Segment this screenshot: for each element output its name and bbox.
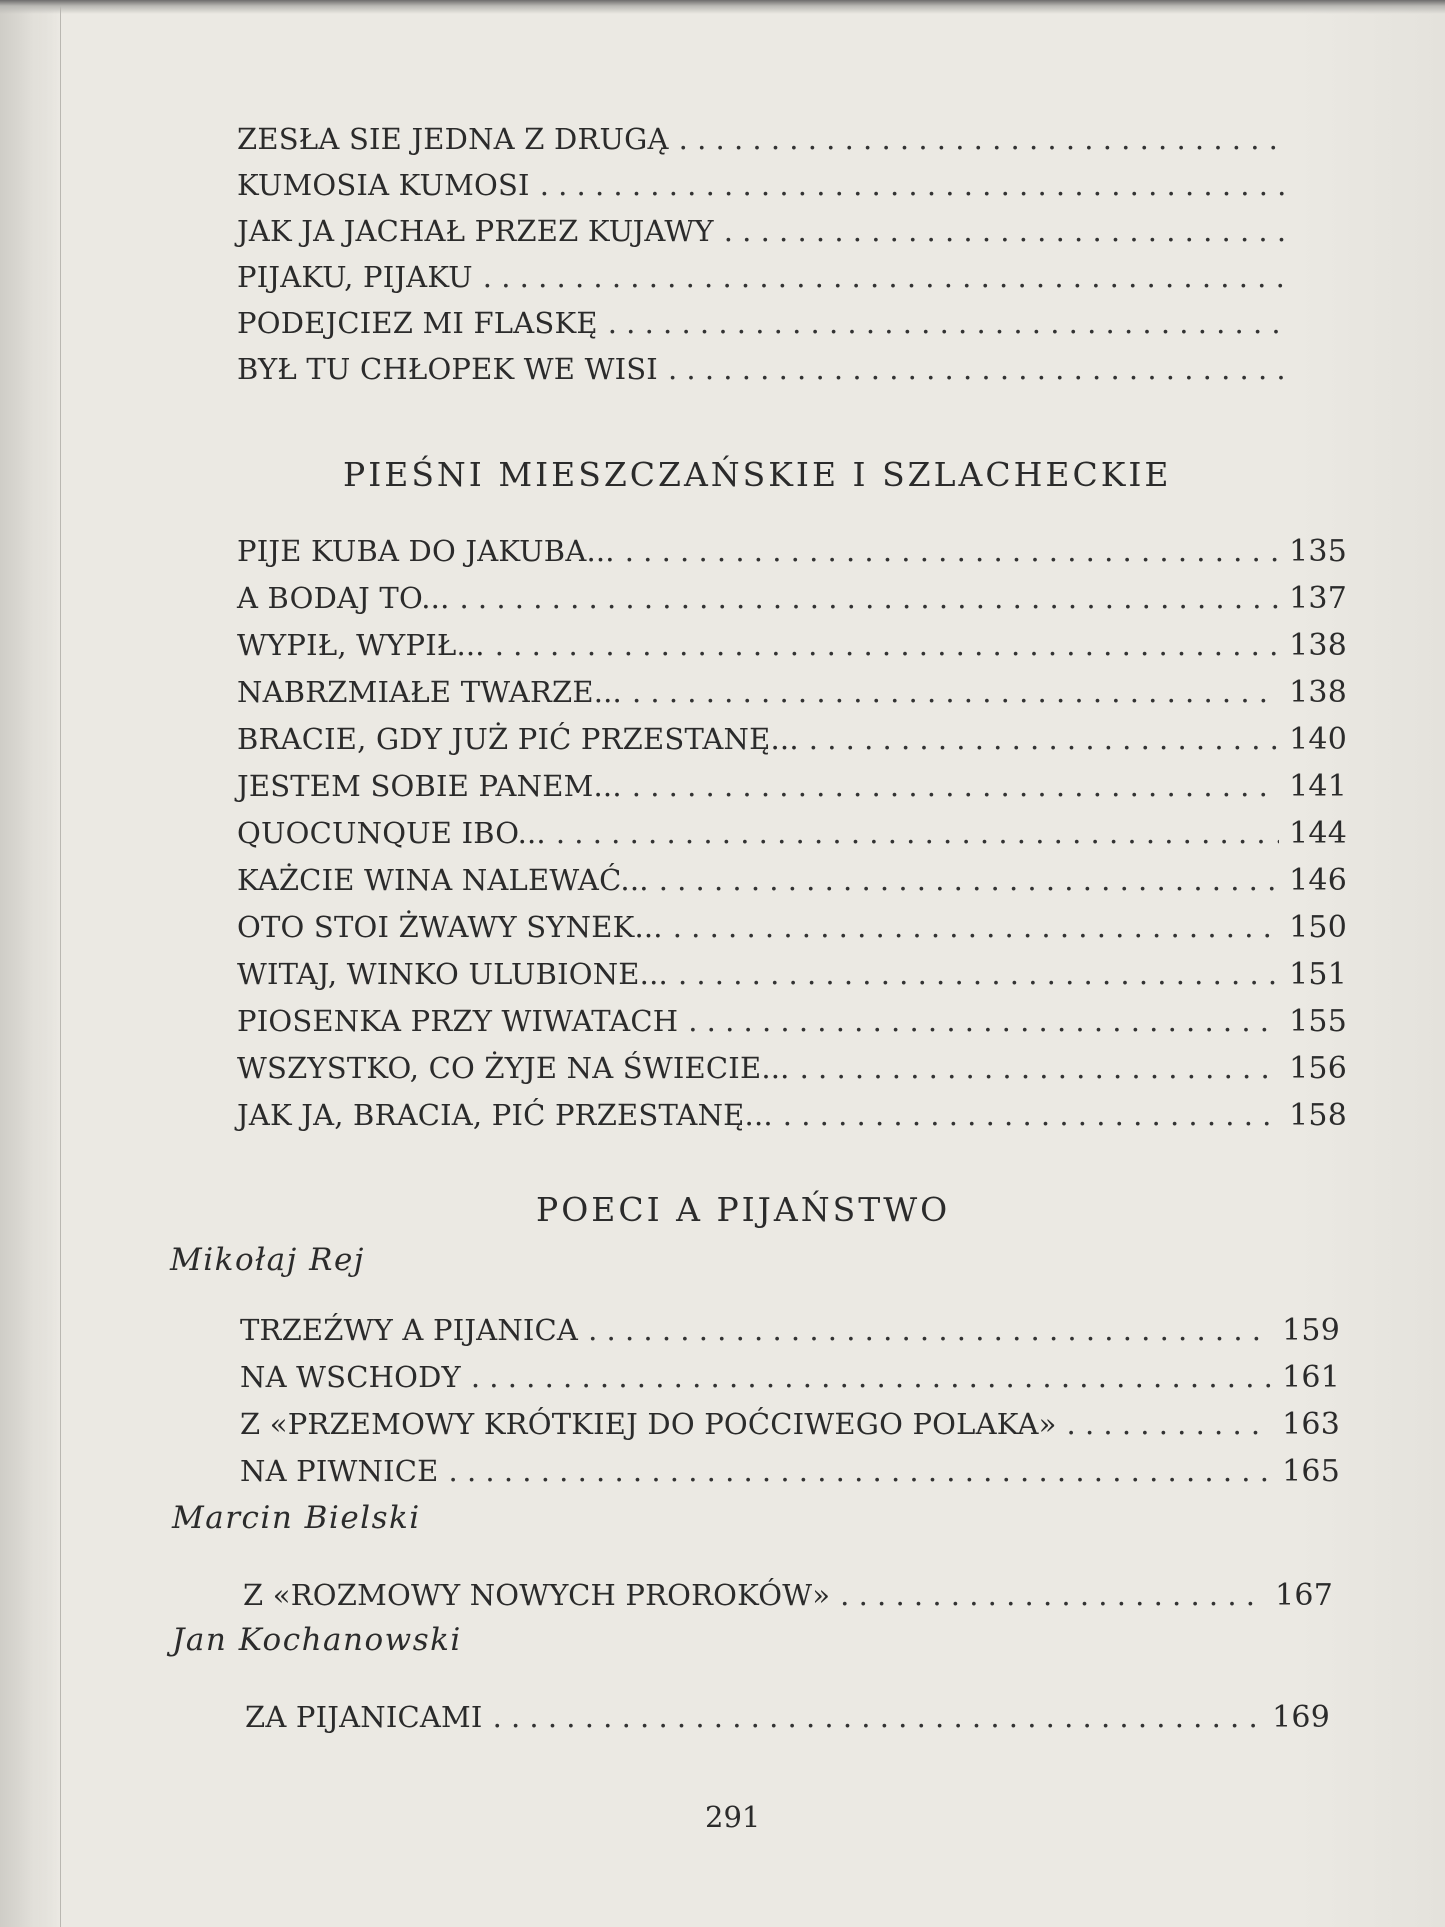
toc-entry: [237, 581, 1347, 616]
toc-entry: [237, 675, 1347, 710]
author-name: Jan Kochanowski: [172, 1622, 462, 1658]
toc-entry: [237, 260, 1297, 294]
section-heading: PIEŚNI MIESZCZAŃSKIE I SZLACHECKIE: [343, 455, 1172, 494]
toc-leader-dots: [800, 1051, 1280, 1085]
toc-leader-dots: [495, 628, 1279, 662]
toc-leader-dots: [724, 214, 1287, 248]
toc-entry-page: 167: [1275, 1578, 1333, 1613]
toc-entry-page: 163: [1282, 1407, 1340, 1442]
toc-entry: [237, 306, 1297, 340]
toc-leader-dots: [659, 863, 1279, 897]
toc-leader-dots: [540, 168, 1287, 202]
toc-leader-dots: [678, 957, 1279, 991]
toc-entry-title: NA WSCHODY: [240, 1360, 461, 1394]
author-name: Marcin Bielski: [172, 1500, 421, 1536]
toc-entry: [243, 1578, 1333, 1613]
toc-entry-title: ZA PIJANICAMI: [245, 1700, 483, 1734]
toc-entry-page: 156: [1289, 1051, 1347, 1086]
toc-entry: [240, 1360, 1340, 1395]
toc-leader-dots: [679, 122, 1287, 156]
toc-entry-page: 151: [1289, 957, 1347, 992]
toc-leader-dots: [632, 675, 1279, 709]
toc-entry-title: PIJE KUBA DO JAKUBA...: [237, 534, 615, 568]
toc-entry-page: 150: [1289, 910, 1347, 945]
toc-entry-title: WITAJ, WINKO ULUBIONE...: [237, 957, 668, 991]
toc-leader-dots: [449, 1454, 1273, 1488]
toc-entry-page: 138: [1289, 628, 1347, 663]
toc-entry-title: Z «ROZMOWY NOWYCH PROROKÓW»: [243, 1578, 831, 1612]
toc-entry: [237, 910, 1347, 945]
toc-entry: [237, 628, 1347, 663]
toc-leader-dots: [673, 910, 1279, 944]
toc-leader-dots: [471, 1360, 1272, 1394]
toc-entry: [237, 957, 1347, 992]
toc-entry-page: 165: [1282, 1454, 1340, 1489]
toc-entry: [237, 1004, 1347, 1039]
toc-entry-title: NA PIWNICE: [240, 1454, 439, 1488]
toc-leader-dots: [1067, 1407, 1273, 1441]
toc-leader-dots: [483, 260, 1287, 294]
toc-entry-page: 159: [1282, 1313, 1340, 1348]
toc-leader-dots: [840, 1578, 1265, 1612]
toc-entry: [237, 214, 1297, 248]
toc-entry-page: 155: [1289, 1004, 1347, 1039]
toc-leader-dots: [556, 816, 1279, 850]
toc-entry-title: QUOCUNQUE IBO...: [237, 816, 546, 850]
toc-entry-title: BRACIE, GDY JUŻ PIĆ PRZESTANĘ...: [237, 722, 799, 756]
toc-entry-title: WSZYSTKO, CO ŻYJE NA ŚWIECIE...: [237, 1051, 790, 1085]
toc-entry-title: KAŻCIE WINA NALEWAĆ...: [237, 863, 649, 897]
toc-entry-page: 141: [1289, 769, 1347, 804]
toc-entry-title: JAK JA JACHAŁ PRZEZ KUJAWY: [237, 214, 714, 248]
page-gutter: [0, 0, 61, 1927]
toc-entry: [240, 1454, 1340, 1489]
toc-entry-title: A BODAJ TO...: [237, 581, 450, 615]
toc-entry-title: WYPIŁ, WYPIŁ...: [237, 628, 485, 662]
toc-entry: [237, 769, 1347, 804]
toc-entry: [237, 352, 1297, 386]
toc-leader-dots: [688, 1004, 1279, 1038]
toc-entry-title: TRZEŹWY A PIJANICA: [240, 1313, 579, 1347]
toc-entry: [237, 816, 1347, 851]
toc-entry-title: PODEJCIEZ MI FLASKĘ: [237, 306, 598, 340]
toc-entry-title: PIOSENKA PRZY WIWATACH: [237, 1004, 679, 1038]
toc-entry-page: 161: [1282, 1360, 1340, 1395]
toc-entry-title: Z «PRZEMOWY KRÓTKIEJ DO POĆCIWEGO POLAKA»: [240, 1407, 1057, 1441]
toc-entry-page: 138: [1289, 675, 1347, 710]
page-number: 291: [705, 1800, 761, 1834]
toc-leader-dots: [493, 1700, 1263, 1734]
toc-entry-title: KUMOSIA KUMOSI: [237, 168, 530, 202]
toc-entry-page: 146: [1289, 863, 1347, 898]
toc-leader-dots: [783, 1098, 1279, 1132]
toc-entry: [237, 722, 1347, 757]
toc-leader-dots: [608, 306, 1287, 340]
toc-entry-title: PIJAKU, PIJAKU: [237, 260, 473, 294]
toc-entry-page: 144: [1289, 816, 1347, 851]
toc-entry-title: JESTEM SOBIE PANEM...: [237, 769, 622, 803]
page-edge-shadow: [0, 0, 1445, 14]
toc-leader-dots: [588, 1313, 1272, 1347]
toc-entry-page: 140: [1289, 722, 1347, 757]
toc-entry: [240, 1313, 1340, 1348]
toc-entry: [237, 122, 1297, 156]
toc-entry: [245, 1700, 1330, 1735]
author-name: Mikołaj Rej: [170, 1242, 365, 1278]
toc-entry: [237, 534, 1347, 569]
toc-entry: [237, 1098, 1347, 1133]
toc-entry-page: 169: [1272, 1700, 1330, 1735]
toc-entry-title: JAK JA, BRACIA, PIĆ PRZESTANĘ...: [237, 1098, 773, 1132]
toc-entry: [240, 1407, 1340, 1442]
toc-entry-title: BYŁ TU CHŁOPEK WE WISI: [237, 352, 658, 386]
toc-entry-title: NABRZMIAŁE TWARZE...: [237, 675, 622, 709]
toc-entry: [237, 1051, 1347, 1086]
toc-entry-page: 135: [1289, 534, 1347, 569]
toc-entry: [237, 863, 1347, 898]
toc-entry-page: 137: [1289, 581, 1347, 616]
toc-entry-title: ZESŁA SIE JEDNA Z DRUGĄ: [237, 122, 669, 156]
section-heading: POECI A PIJAŃSTWO: [536, 1190, 951, 1229]
toc-leader-dots: [625, 534, 1279, 568]
toc-leader-dots: [632, 769, 1279, 803]
toc-entry-page: 158: [1289, 1098, 1347, 1133]
toc-entry: [237, 168, 1297, 202]
toc-leader-dots: [460, 581, 1280, 615]
toc-entry-title: OTO STOI ŻWAWY SYNEK...: [237, 910, 663, 944]
toc-leader-dots: [809, 722, 1279, 756]
toc-leader-dots: [668, 352, 1287, 386]
